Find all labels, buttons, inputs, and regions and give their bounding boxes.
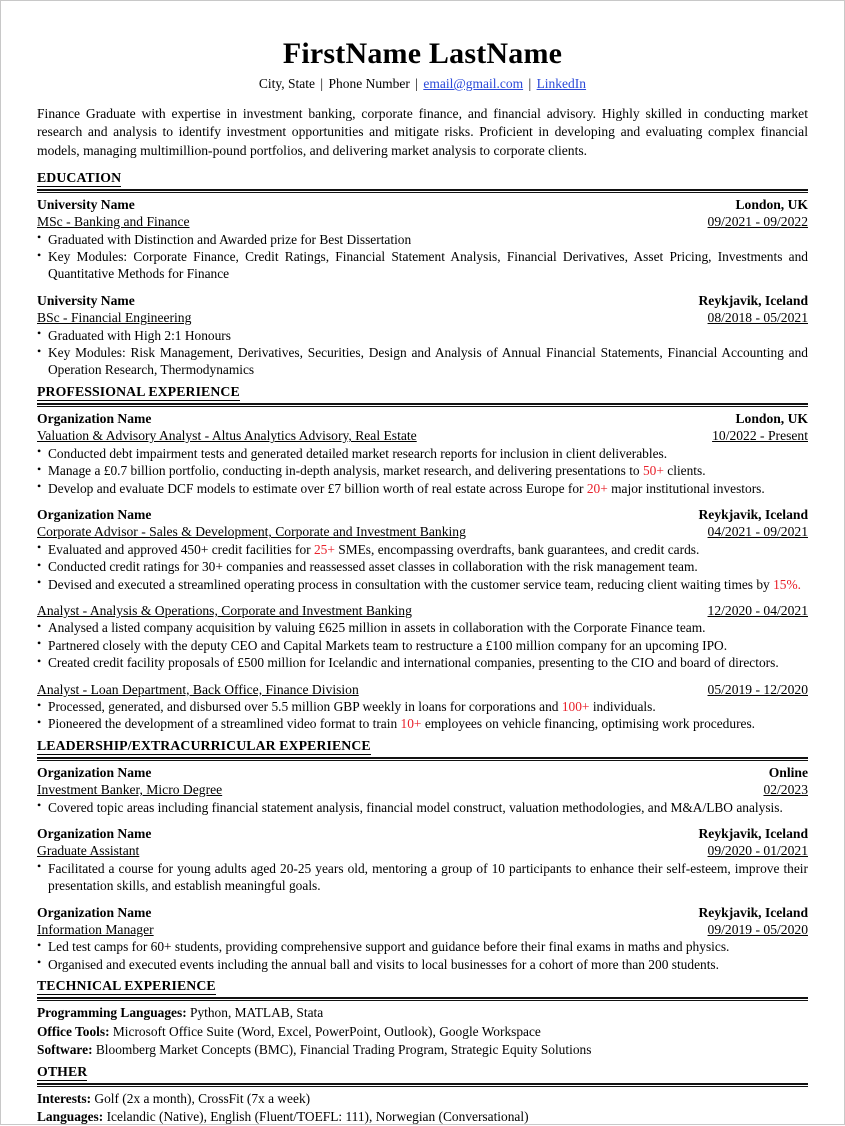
entry-header-row — [37, 764, 808, 781]
entry-dates: 02/2023 — [763, 782, 808, 798]
contact-phone: Phone Number — [328, 76, 410, 91]
bullet-item — [37, 480, 808, 497]
organization-name: University Name — [37, 196, 135, 212]
bullet-list — [37, 619, 808, 671]
contact-location: City, State — [258, 76, 316, 91]
skill-label: Programming Languages: — [37, 1005, 187, 1021]
entry-role-row — [37, 842, 808, 859]
entry-dates: 04/2021 - 09/2021 — [707, 524, 808, 540]
section-title-leadership-experience: LEADERSHIP/EXTRACURRICULAR EXPERIENCE — [37, 737, 371, 753]
section-title-education: EDUCATION — [37, 169, 122, 185]
organization-name: Organization Name — [37, 904, 152, 920]
entry-role: Corporate Advisor - Sales & Development, Corporate and Investment Banking — [37, 524, 466, 540]
bullet-text: Develop and evaluate DCF models to estimate over £7 billion worth of real estate across Europe for — [48, 480, 587, 496]
bullet-item: • Key Modules: Corporate Finance, Credit Ratings, Financial Statement Analysis, Financial Derivatives, Asset Pricing, Investments and Quantitative Methods for Finance — [37, 248, 808, 283]
highlighted-metric: 10+ — [400, 716, 422, 732]
bullet-list — [37, 860, 808, 895]
bullet-list — [37, 327, 808, 379]
entry-role-row — [37, 309, 808, 326]
entry-role-row — [37, 681, 808, 698]
bullet-item — [37, 715, 808, 732]
entry-header-row — [37, 904, 808, 921]
skill-value: Golf (2x a month), CrossFit (7x a week) — [91, 1090, 311, 1106]
bullet-item: • Facilitated a course for young adults aged 20-25 years old, mentoring a group of 10 participants to enhance their self-esteem, improve their presentation skills, and establish meaningful goals. — [37, 860, 808, 895]
entry-header-row — [37, 292, 808, 309]
entry-location: Reykjavik, Iceland — [698, 904, 808, 920]
experience-entry — [37, 292, 808, 379]
bullet-item — [37, 445, 808, 462]
experience-entry — [37, 196, 808, 283]
entry-role: MSc - Banking and Finance — [37, 214, 190, 230]
bullet-item: • Organised and executed events including the annual ball and visits to local businesses for a cohort of more than 200 students. — [37, 956, 808, 973]
bullet-list — [37, 445, 808, 497]
skill-row — [37, 1023, 808, 1041]
contact-separator-2: | — [415, 76, 418, 91]
email-link[interactable]: email@gmail.com — [423, 76, 524, 91]
highlighted-metric: 25+ — [313, 541, 335, 557]
education-entries — [37, 196, 808, 379]
bullet-list — [37, 938, 808, 973]
section-leadership-experience — [37, 737, 808, 973]
highlighted-metric: 15%. — [773, 576, 802, 592]
skill-row — [37, 1004, 808, 1022]
entry-location: London, UK — [735, 196, 808, 212]
entry-role: BSc - Financial Engineering — [37, 310, 192, 326]
organization-name: Organization Name — [37, 506, 152, 522]
bullet-item — [37, 698, 808, 715]
section-technical-experience — [37, 977, 808, 1059]
bullet-item: • Led test camps for 60+ students, providing comprehensive support and guidance before their final exams in maths and physics. — [37, 938, 808, 955]
bullet-list — [37, 698, 808, 733]
entry-dates: 09/2019 - 05/2020 — [707, 922, 808, 938]
entry-role: Investment Banker, Micro Degree — [37, 782, 223, 798]
bullet-item — [37, 576, 808, 593]
section-other — [37, 1063, 808, 1126]
technical-rows — [37, 1004, 808, 1059]
experience-entry — [37, 904, 808, 974]
organization-name: Organization Name — [37, 764, 152, 780]
experience-entry — [37, 825, 808, 895]
bullet-text: clients. — [663, 463, 706, 479]
section-title-other: OTHER — [37, 1063, 88, 1079]
bullet-list — [37, 541, 808, 593]
bullet-text: Partnered closely with the deputy CEO and Capital Markets team to restructure a £100 million company for an upcoming IPO. — [48, 637, 728, 653]
bullet-text: Analysed a listed company acquisition by valuing £625 million in assets in collaboration with the Corporate Finance team. — [48, 620, 706, 636]
entry-location: Reykjavik, Iceland — [698, 826, 808, 842]
entry-location: Online — [768, 764, 808, 780]
leadership-entries — [37, 764, 808, 973]
section-divider — [37, 997, 808, 1001]
section-title-professional-experience: PROFESSIONAL EXPERIENCE — [37, 383, 240, 399]
entry-role-row — [37, 781, 808, 798]
entry-location: Reykjavik, Iceland — [698, 292, 808, 308]
highlighted-metric: 50+ — [642, 463, 664, 479]
other-rows — [37, 1090, 808, 1126]
section-divider — [37, 189, 808, 193]
section-divider — [37, 1083, 808, 1087]
bullet-list — [37, 799, 808, 816]
entry-location: Reykjavik, Iceland — [698, 506, 808, 522]
linkedin-link[interactable]: LinkedIn — [536, 76, 587, 91]
organization-name: University Name — [37, 292, 135, 308]
section-professional-experience — [37, 383, 808, 733]
section-divider — [37, 757, 808, 761]
professional-entries — [37, 410, 808, 733]
bullet-item — [37, 654, 808, 671]
entry-role-row — [37, 921, 808, 938]
section-title-technical-experience: TECHNICAL EXPERIENCE — [37, 978, 216, 994]
skill-label: Software: — [37, 1041, 93, 1057]
bullet-text: individuals. — [589, 699, 656, 715]
bullet-item — [37, 558, 808, 575]
experience-entry — [37, 681, 808, 733]
skill-row — [37, 1090, 808, 1108]
entry-dates: 10/2022 - Present — [712, 428, 808, 444]
skill-row — [37, 1108, 808, 1126]
entry-header-row — [37, 410, 808, 427]
contact-line — [37, 76, 808, 92]
skill-label: Interests: — [37, 1090, 92, 1106]
entry-header-row — [37, 506, 808, 523]
entry-role: Information Manager — [37, 922, 154, 938]
bullet-text: Conducted debt impairment tests and generated detailed market research reports for inclusion in client deliverables. — [48, 445, 668, 461]
entry-role: Analyst - Loan Department, Back Office, Finance Division — [37, 681, 359, 697]
skill-row — [37, 1041, 808, 1059]
professional-summary: Finance Graduate with expertise in investment banking, corporate finance, and financial advisory. Highly skilled in conducting market research and analysis to identify investment opportunities and mitigate risks. Proficient in developing and evaluating complex financial models, managing multimillion-pound portfolios, and delivering market analysis to corporate clients. — [37, 106, 808, 158]
bullet-text: employees on vehicle financing, optimising work procedures. — [421, 716, 756, 732]
bullet-item: • Key Modules: Risk Management, Derivatives, Securities, Design and Analysis of Annual Financial Statements, Financial Accounting and Operation Research, Thermodynamics — [37, 344, 808, 379]
skill-value: Bloomberg Market Concepts (BMC), Financial Trading Program, Strategic Equity Solutions — [92, 1041, 592, 1057]
section-education — [37, 169, 808, 379]
entry-role-row — [37, 602, 808, 619]
entry-dates: 09/2021 - 09/2022 — [707, 214, 808, 230]
bullet-text: Created credit facility proposals of £500 million for Icelandic and international companies, presenting to the CIO and board of directors. — [48, 655, 779, 671]
skill-label: Languages: — [37, 1109, 104, 1125]
entry-header-row — [37, 825, 808, 842]
experience-entry — [37, 506, 808, 593]
entry-role: Graduate Assistant — [37, 843, 140, 859]
bullet-text: Evaluated and approved 450+ credit facilities for — [48, 541, 314, 557]
entry-location: London, UK — [735, 410, 808, 426]
bullet-item — [37, 619, 808, 636]
entry-dates: 08/2018 - 05/2021 — [707, 310, 808, 326]
bullet-item — [37, 541, 808, 558]
skill-value: Icelandic (Native), English (Fluent/TOEFL: 111), Norwegian (Conversational) — [103, 1109, 529, 1125]
bullet-item: • Graduated with Distinction and Awarded prize for Best Dissertation — [37, 231, 808, 248]
entry-role-row — [37, 213, 808, 230]
entry-header-row — [37, 196, 808, 213]
entry-dates: 12/2020 - 04/2021 — [707, 602, 808, 618]
bullet-text: Manage a £0.7 billion portfolio, conducting in-depth analysis, market research, and delivering presentations to — [48, 463, 643, 479]
bullet-item: • Covered topic areas including financial statement analysis, financial model construct, valuation methodologies, and M&A/LBO analysis. — [37, 799, 808, 816]
entry-role: Valuation & Advisory Analyst - Altus Analytics Advisory, Real Estate — [37, 428, 417, 444]
contact-separator-3: | — [528, 76, 532, 91]
entry-dates: 09/2020 - 01/2021 — [707, 843, 808, 859]
bullet-item: • Graduated with High 2:1 Honours — [37, 327, 808, 344]
entry-role-row — [37, 523, 808, 540]
bullet-text: Processed, generated, and disbursed over 5.5 million GBP weekly in loans for corporations and — [48, 699, 562, 715]
skill-value: Python, MATLAB, Stata — [186, 1005, 324, 1021]
experience-entry — [37, 602, 808, 672]
page-title: FirstName LastName — [282, 37, 563, 70]
entry-role: Analyst - Analysis & Operations, Corporate and Investment Banking — [37, 602, 412, 618]
bullet-text: Conducted credit ratings for 30+ companies and reassessed asset classes in collaboration with the risk management team. — [48, 559, 698, 575]
bullet-list — [37, 231, 808, 283]
section-divider — [37, 403, 808, 407]
highlighted-metric: 20+ — [586, 480, 608, 496]
bullet-text: major institutional investors. — [607, 480, 765, 496]
bullet-item — [37, 637, 808, 654]
bullet-item — [37, 462, 808, 479]
bullet-text: Pioneered the development of a streamlined video format to train — [48, 716, 401, 732]
experience-entry — [37, 764, 808, 816]
skill-label: Office Tools: — [37, 1023, 110, 1039]
entry-role-row — [37, 427, 808, 444]
experience-entry — [37, 410, 808, 497]
bullet-text: SMEs, encompassing overdrafts, bank guarantees, and credit cards. — [334, 541, 700, 557]
skill-value: Microsoft Office Suite (Word, Excel, PowerPoint, Outlook), Google Workspace — [109, 1023, 541, 1039]
organization-name: Organization Name — [37, 410, 152, 426]
entry-dates: 05/2019 - 12/2020 — [707, 681, 808, 697]
organization-name: Organization Name — [37, 826, 152, 842]
highlighted-metric: 100+ — [561, 699, 590, 715]
bullet-text: Devised and executed a streamlined operating process in consultation with the customer service team, reducing client waiting times by — [48, 576, 774, 592]
contact-separator-1: | — [320, 76, 324, 91]
